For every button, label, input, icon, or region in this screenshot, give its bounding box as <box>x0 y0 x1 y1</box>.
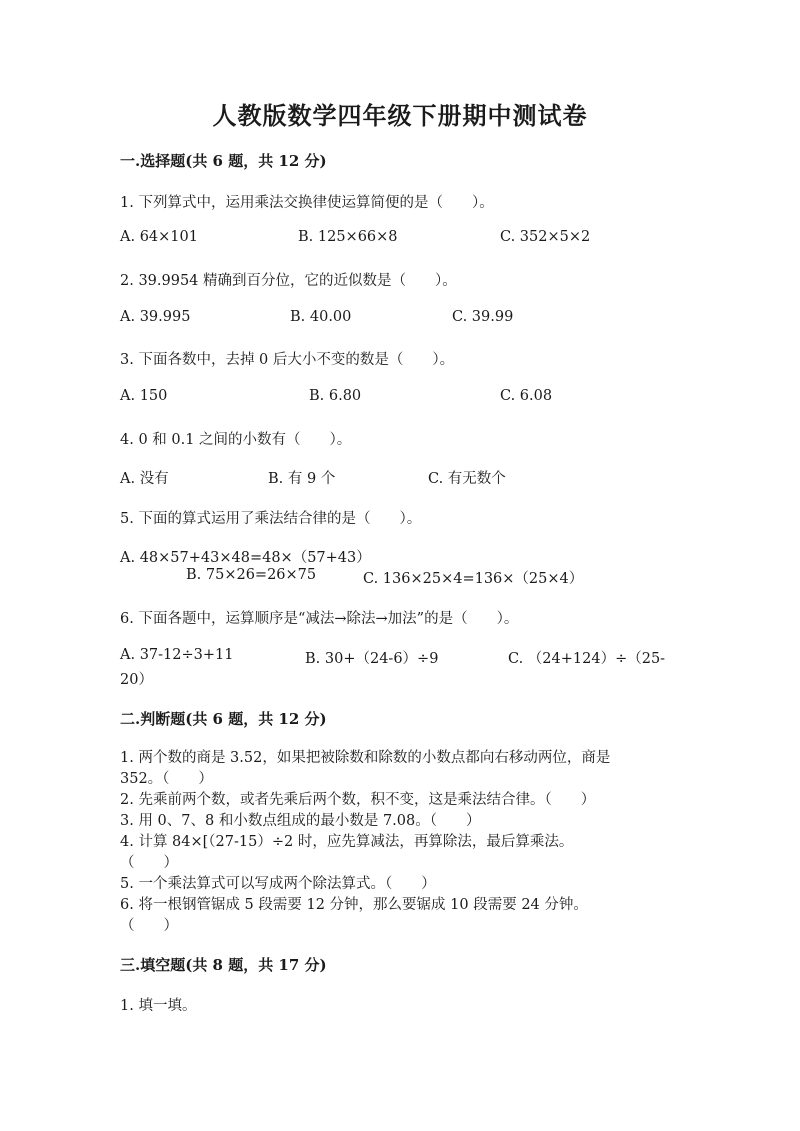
option-a: A. 没有 <box>120 471 169 487</box>
judge-question-continued: （ ） <box>120 918 178 934</box>
option-a: A. 37-12÷3+11 <box>120 647 234 663</box>
option-a: A. 64×101 <box>120 229 198 245</box>
question-stem: 6. 下面各题中，运算顺序是“减法→除法→加法”的是（ ）。 <box>120 611 519 627</box>
judge-question: 2. 先乘前两个数，或者先乘后两个数，积不变，这是乘法结合律。（ ） <box>120 792 596 808</box>
question-stem: 5. 下面的算式运用了乘法结合律的是（ ）。 <box>120 511 422 527</box>
page-title: 人教版数学四年级下册期中测试卷 <box>212 101 588 130</box>
option-c-continued: 20） <box>120 672 153 688</box>
option-c: C. （24+124）÷（25- <box>508 651 666 667</box>
option-b: B. 125×66×8 <box>298 229 398 245</box>
question-stem: 2. 39.9954 精确到百分位，它的近似数是（ ）。 <box>120 273 457 289</box>
question-stem: 4. 0 和 0.1 之间的小数有（ ）。 <box>120 432 352 448</box>
section-heading-judge: 二.判断题(共 6 题，共 12 分) <box>120 710 327 728</box>
option-b: B. 30+（24-6）÷9 <box>305 651 439 667</box>
option-c: C. 有无数个 <box>428 471 506 487</box>
section-heading-choice: 一.选择题(共 6 题，共 12 分) <box>120 152 327 170</box>
question-stem: 1. 下列算式中，运用乘法交换律使运算简便的是（ ）。 <box>120 195 494 211</box>
judge-question: 1. 两个数的商是 3.52，如果把被除数和除数的小数点都向右移动两位，商是 <box>120 750 611 766</box>
option-c: C. 39.99 <box>452 309 514 325</box>
option-b: B. 75×26=26×75 <box>186 567 317 583</box>
judge-question: 5. 一个乘法算式可以写成两个除法算式。（ ） <box>120 876 436 892</box>
judge-question: 6. 将一根钢管锯成 5 段需要 12 分钟，那么要锯成 10 段需要 24 分钟。 <box>120 897 588 913</box>
judge-question-continued: 352。（ ） <box>120 771 213 787</box>
section-heading-fill: 三.填空题(共 8 题，共 17 分) <box>120 956 327 974</box>
judge-question: 4. 计算 84×[（27-15）÷2 时，应先算减法，再算除法，最后算乘法。 <box>120 834 574 850</box>
judge-question: 3. 用 0、7、8 和小数点组成的最小数是 7.08。（ ） <box>120 813 481 829</box>
option-b: B. 6.80 <box>309 388 362 404</box>
option-c: C. 136×25×4=136×（25×4） <box>363 571 584 587</box>
option-b: B. 40.00 <box>290 309 352 325</box>
option-a: A. 39.995 <box>120 309 191 325</box>
option-a: A. 48×57+43×48=48×（57+43） <box>120 550 371 566</box>
option-c: C. 352×5×2 <box>500 229 591 245</box>
question-stem: 3. 下面各数中，去掉 0 后大小不变的数是（ ）。 <box>120 352 455 368</box>
option-a: A. 150 <box>120 388 168 404</box>
judge-question-continued: （ ） <box>120 855 178 871</box>
option-b: B. 有 9 个 <box>268 471 336 487</box>
question-stem: 1. 填一填。 <box>120 998 197 1014</box>
option-c: C. 6.08 <box>500 388 553 404</box>
